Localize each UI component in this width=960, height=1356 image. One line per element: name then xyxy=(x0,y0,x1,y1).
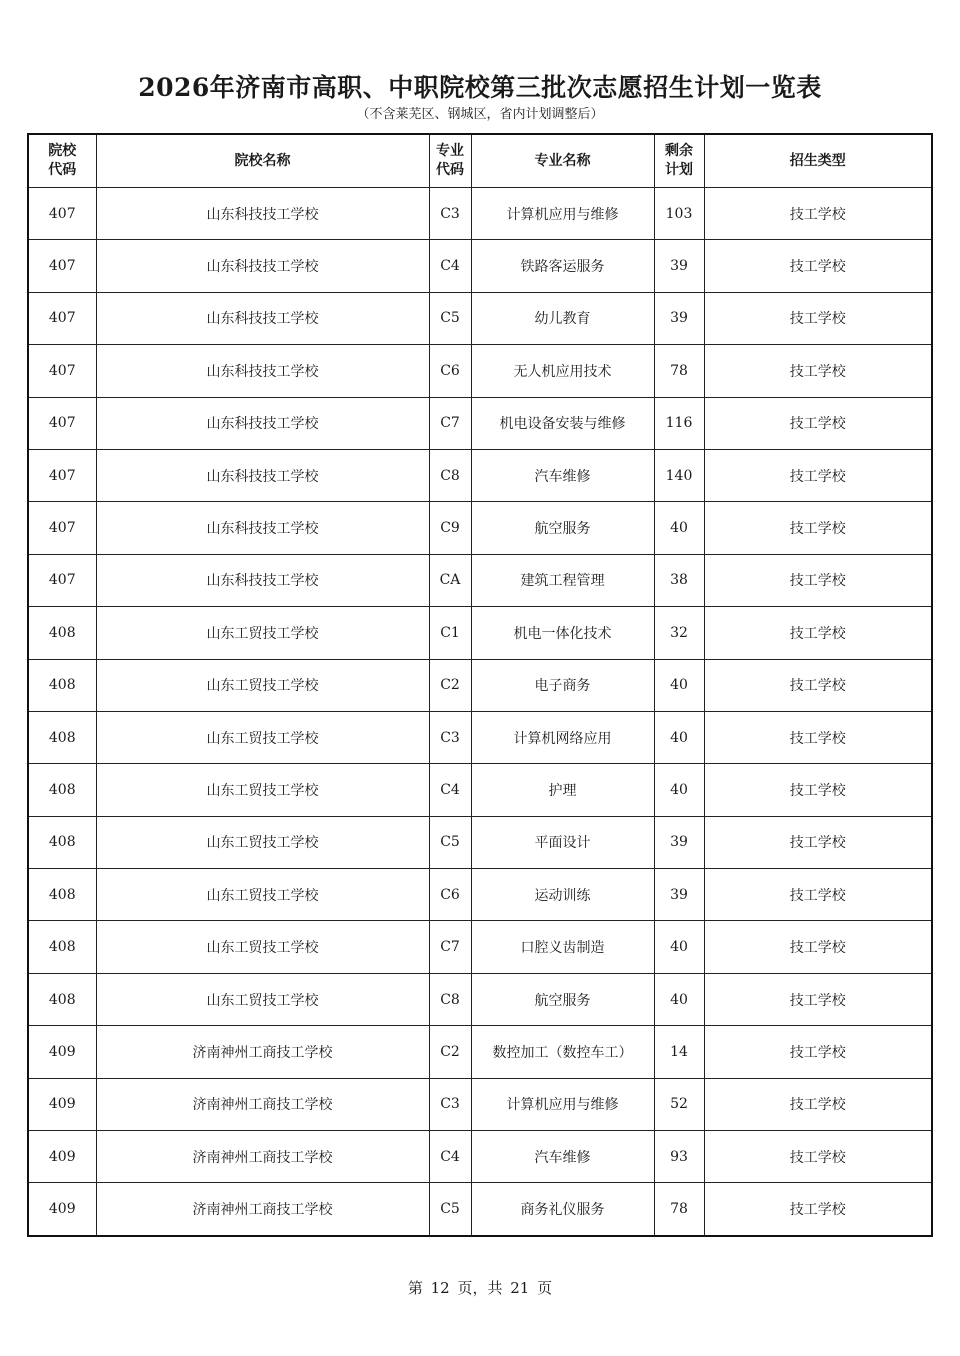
table-row xyxy=(28,921,932,973)
major-name-cell: 汽车维修 xyxy=(471,1131,654,1183)
header-enrollment-type: 招生类型 xyxy=(704,134,932,188)
remaining-plan-cell: 40 xyxy=(654,711,704,763)
table-row xyxy=(28,816,932,868)
major-name-cell: 汽车维修 xyxy=(471,449,654,501)
school-code-cell: 408 xyxy=(28,869,96,921)
major-code-cell: C6 xyxy=(429,345,471,397)
table-row xyxy=(28,1026,932,1078)
remaining-plan-cell: 39 xyxy=(654,240,704,292)
major-name-cell: 铁路客运服务 xyxy=(471,240,654,292)
table-row xyxy=(28,659,932,711)
school-name-cell: 山东工贸技工学校 xyxy=(96,869,429,921)
major-name-cell: 商务礼仪服务 xyxy=(471,1183,654,1236)
table-row xyxy=(28,449,932,501)
enrollment-type-cell: 技工学校 xyxy=(704,973,932,1025)
enrollment-type-cell: 技工学校 xyxy=(704,607,932,659)
school-name-cell: 济南神州工商技工学校 xyxy=(96,1183,429,1236)
remaining-plan-cell: 39 xyxy=(654,816,704,868)
school-name-cell: 济南神州工商技工学校 xyxy=(96,1026,429,1078)
remaining-plan-cell: 93 xyxy=(654,1131,704,1183)
major-code-cell: C1 xyxy=(429,607,471,659)
enrollment-type-cell: 技工学校 xyxy=(704,921,932,973)
major-code-cell: C5 xyxy=(429,1183,471,1236)
table-row xyxy=(28,1078,932,1130)
school-name-cell: 山东科技技工学校 xyxy=(96,554,429,606)
header-remaining-line2: 计划 xyxy=(665,162,693,178)
header-school-code-line1: 院校 xyxy=(48,143,77,159)
school-name-cell: 山东科技技工学校 xyxy=(96,345,429,397)
major-name-cell: 平面设计 xyxy=(471,816,654,868)
major-code-cell: C6 xyxy=(429,869,471,921)
school-code-cell: 408 xyxy=(28,973,96,1025)
major-name-cell: 航空服务 xyxy=(471,502,654,554)
school-name-cell: 山东工贸技工学校 xyxy=(96,921,429,973)
header-school-name: 院校名称 xyxy=(96,134,429,188)
table-row xyxy=(28,607,932,659)
school-name-cell: 山东科技技工学校 xyxy=(96,397,429,449)
header-major-code-line2: 代码 xyxy=(436,162,464,178)
remaining-plan-cell: 38 xyxy=(654,554,704,606)
major-code-cell: C4 xyxy=(429,240,471,292)
school-name-cell: 山东科技技工学校 xyxy=(96,188,429,240)
remaining-plan-cell: 14 xyxy=(654,1026,704,1078)
table-row xyxy=(28,711,932,763)
remaining-plan-cell: 52 xyxy=(654,1078,704,1130)
remaining-plan-cell: 40 xyxy=(654,659,704,711)
school-code-cell: 409 xyxy=(28,1026,96,1078)
enrollment-type-cell: 技工学校 xyxy=(704,188,932,240)
major-code-cell: C3 xyxy=(429,1078,471,1130)
major-code-cell: CA xyxy=(429,554,471,606)
remaining-plan-cell: 116 xyxy=(654,397,704,449)
school-code-cell: 408 xyxy=(28,816,96,868)
table-header-row xyxy=(28,134,932,188)
major-name-cell: 口腔义齿制造 xyxy=(471,921,654,973)
table-row xyxy=(28,554,932,606)
major-code-cell: C5 xyxy=(429,292,471,344)
major-name-cell: 幼儿教育 xyxy=(471,292,654,344)
school-code-cell: 407 xyxy=(28,554,96,606)
school-code-cell: 407 xyxy=(28,345,96,397)
major-name-cell: 计算机网络应用 xyxy=(471,711,654,763)
major-name-cell: 运动训练 xyxy=(471,869,654,921)
table-row xyxy=(28,188,932,240)
remaining-plan-cell: 103 xyxy=(654,188,704,240)
major-code-cell: C4 xyxy=(429,1131,471,1183)
school-code-cell: 407 xyxy=(28,502,96,554)
enrollment-type-cell: 技工学校 xyxy=(704,240,932,292)
major-name-cell: 计算机应用与维修 xyxy=(471,1078,654,1130)
school-code-cell: 408 xyxy=(28,659,96,711)
table-row xyxy=(28,292,932,344)
enrollment-type-cell: 技工学校 xyxy=(704,1078,932,1130)
school-name-cell: 山东科技技工学校 xyxy=(96,502,429,554)
document-title: 2026年济南市高职、中职院校第三批次志愿招生计划一览表 xyxy=(138,73,822,102)
enrollment-type-cell: 技工学校 xyxy=(704,869,932,921)
enrollment-type-cell: 技工学校 xyxy=(704,449,932,501)
school-code-cell: 408 xyxy=(28,921,96,973)
enrollment-type-cell: 技工学校 xyxy=(704,292,932,344)
remaining-plan-cell: 39 xyxy=(654,292,704,344)
major-name-cell: 建筑工程管理 xyxy=(471,554,654,606)
header-remaining-line1: 剩余 xyxy=(665,143,693,159)
remaining-plan-cell: 32 xyxy=(654,607,704,659)
enrollment-type-cell: 技工学校 xyxy=(704,711,932,763)
school-name-cell: 山东工贸技工学校 xyxy=(96,973,429,1025)
school-code-cell: 407 xyxy=(28,188,96,240)
major-name-cell: 航空服务 xyxy=(471,973,654,1025)
school-name-cell: 山东科技技工学校 xyxy=(96,292,429,344)
school-code-cell: 409 xyxy=(28,1131,96,1183)
school-name-cell: 山东工贸技工学校 xyxy=(96,816,429,868)
remaining-plan-cell: 40 xyxy=(654,973,704,1025)
school-code-cell: 409 xyxy=(28,1078,96,1130)
enrollment-type-cell: 技工学校 xyxy=(704,659,932,711)
enrollment-type-cell: 技工学校 xyxy=(704,816,932,868)
major-code-cell: C5 xyxy=(429,816,471,868)
document-subtitle: （不含莱芜区、钢城区，省内计划调整后） xyxy=(356,107,604,122)
school-name-cell: 山东工贸技工学校 xyxy=(96,711,429,763)
enrollment-type-cell: 技工学校 xyxy=(704,502,932,554)
enrollment-type-cell: 技工学校 xyxy=(704,1026,932,1078)
school-code-cell: 407 xyxy=(28,449,96,501)
school-code-cell: 408 xyxy=(28,607,96,659)
table-row xyxy=(28,240,932,292)
enrollment-type-cell: 技工学校 xyxy=(704,397,932,449)
major-name-cell: 机电一体化技术 xyxy=(471,607,654,659)
remaining-plan-cell: 40 xyxy=(654,921,704,973)
major-name-cell: 计算机应用与维修 xyxy=(471,188,654,240)
major-code-cell: C7 xyxy=(429,397,471,449)
school-name-cell: 山东工贸技工学校 xyxy=(96,764,429,816)
table-row xyxy=(28,502,932,554)
major-code-cell: C8 xyxy=(429,449,471,501)
school-name-cell: 山东科技技工学校 xyxy=(96,449,429,501)
remaining-plan-cell: 140 xyxy=(654,449,704,501)
enrollment-type-cell: 技工学校 xyxy=(704,554,932,606)
header-major-name: 专业名称 xyxy=(471,134,654,188)
school-name-cell: 济南神州工商技工学校 xyxy=(96,1078,429,1130)
school-code-cell: 407 xyxy=(28,240,96,292)
school-name-cell: 山东工贸技工学校 xyxy=(96,607,429,659)
remaining-plan-cell: 39 xyxy=(654,869,704,921)
school-code-cell: 408 xyxy=(28,711,96,763)
school-code-cell: 409 xyxy=(28,1183,96,1236)
header-major-code xyxy=(429,134,471,188)
school-name-cell: 济南神州工商技工学校 xyxy=(96,1131,429,1183)
enrollment-type-cell: 技工学校 xyxy=(704,345,932,397)
table-row xyxy=(28,764,932,816)
page-footer: 第 12 页，共 21 页 xyxy=(407,1279,553,1297)
header-school-code-line2: 代码 xyxy=(48,162,77,178)
header-major-code-line1: 专业 xyxy=(436,143,464,159)
table-row xyxy=(28,1131,932,1183)
table-body xyxy=(28,188,932,1236)
major-name-cell: 护理 xyxy=(471,764,654,816)
school-name-cell: 山东工贸技工学校 xyxy=(96,659,429,711)
remaining-plan-cell: 78 xyxy=(654,345,704,397)
major-code-cell: C3 xyxy=(429,188,471,240)
major-code-cell: C8 xyxy=(429,973,471,1025)
major-code-cell: C9 xyxy=(429,502,471,554)
major-name-cell: 无人机应用技术 xyxy=(471,345,654,397)
table-row xyxy=(28,1183,932,1236)
major-code-cell: C3 xyxy=(429,711,471,763)
table-row xyxy=(28,345,932,397)
remaining-plan-cell: 40 xyxy=(654,502,704,554)
major-name-cell: 机电设备安装与维修 xyxy=(471,397,654,449)
remaining-plan-cell: 78 xyxy=(654,1183,704,1236)
enrollment-type-cell: 技工学校 xyxy=(704,1183,932,1236)
table-row xyxy=(28,869,932,921)
major-name-cell: 电子商务 xyxy=(471,659,654,711)
major-code-cell: C4 xyxy=(429,764,471,816)
major-code-cell: C7 xyxy=(429,921,471,973)
table-row xyxy=(28,973,932,1025)
header-school-code xyxy=(28,134,96,188)
school-code-cell: 407 xyxy=(28,397,96,449)
table-row xyxy=(28,397,932,449)
remaining-plan-cell: 40 xyxy=(654,764,704,816)
school-code-cell: 408 xyxy=(28,764,96,816)
school-code-cell: 407 xyxy=(28,292,96,344)
enrollment-type-cell: 技工学校 xyxy=(704,764,932,816)
major-code-cell: C2 xyxy=(429,659,471,711)
enrollment-type-cell: 技工学校 xyxy=(704,1131,932,1183)
header-remaining-plan xyxy=(654,134,704,188)
major-name-cell: 数控加工（数控车工） xyxy=(471,1026,654,1078)
school-name-cell: 山东科技技工学校 xyxy=(96,240,429,292)
enrollment-plan-table xyxy=(27,133,933,1237)
major-code-cell: C2 xyxy=(429,1026,471,1078)
